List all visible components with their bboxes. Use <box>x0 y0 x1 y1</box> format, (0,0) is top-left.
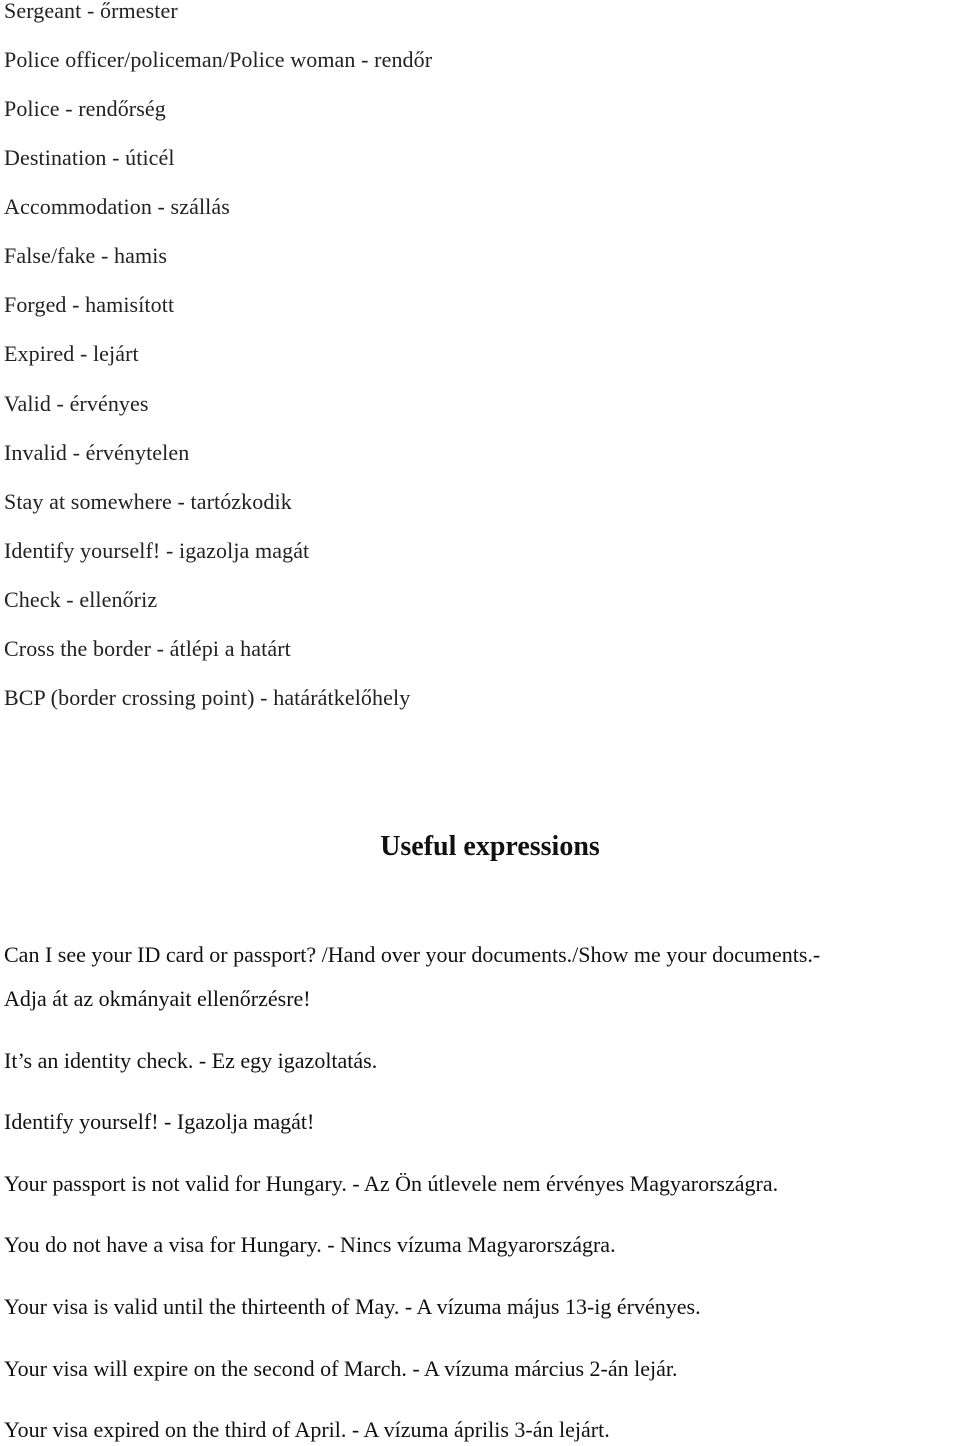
vocab-item-stay: Stay at somewhere - tartózkodik <box>4 489 292 514</box>
expression-visa-expired: Your visa expired on the third of April. - A vízuma április 3-án lejárt. <box>4 1417 610 1442</box>
vocab-item-police: Police - rendőrség <box>4 96 166 121</box>
section-heading: Useful expressions <box>380 831 600 862</box>
vocab-item-false-fake: False/fake - hamis <box>4 243 168 268</box>
vocab-item-identify: Identify yourself! - igazolja magát <box>4 538 310 563</box>
expression-no-visa: You do not have a visa for Hungary. - Nincs vízuma Magyarországra. <box>4 1232 616 1257</box>
vocab-item-invalid: Invalid - érvénytelen <box>4 440 190 465</box>
expression-visa-valid-until: Your visa is valid until the thirteenth of May. - A vízuma május 13-ig érvényes. <box>4 1294 701 1319</box>
vocab-item-valid: Valid - érvényes <box>4 391 149 416</box>
vocab-item-forged: Forged - hamisított <box>4 292 175 317</box>
expression-passport-invalid: Your passport is not valid for Hungary. - Az Ön útlevele nem érvényes Magyarországra. <box>4 1171 779 1196</box>
vocab-item-bcp: BCP (border crossing point) - határátkelőhely <box>4 685 411 710</box>
vocab-item-accommodation: Accommodation - szállás <box>4 194 230 219</box>
expression-visa-will-expire: Your visa will expire on the second of March. - A vízuma március 2-án lejár. <box>4 1356 678 1381</box>
vocab-item-sergeant: Sergeant - őrmester <box>4 0 178 23</box>
expression-id-card-hungarian: Adja át az okmányait ellenőrzésre! <box>4 986 311 1011</box>
expression-id-card-request: Can I see your ID card or passport? /Hand over your documents./Show me your documents.- <box>4 942 821 967</box>
vocab-item-cross-border: Cross the border - átlépi a határt <box>4 636 291 661</box>
vocab-item-destination: Destination - úticél <box>4 145 175 170</box>
vocab-item-check: Check - ellenőriz <box>4 587 158 612</box>
vocab-item-police-officer: Police officer/policeman/Police woman - rendőr <box>4 47 433 72</box>
expression-identity-check: It’s an identity check. - Ez egy igazoltatás. <box>4 1048 378 1073</box>
expression-identify-yourself: Identify yourself! - Igazolja magát! <box>4 1109 315 1134</box>
vocab-item-expired: Expired - lejárt <box>4 341 139 366</box>
